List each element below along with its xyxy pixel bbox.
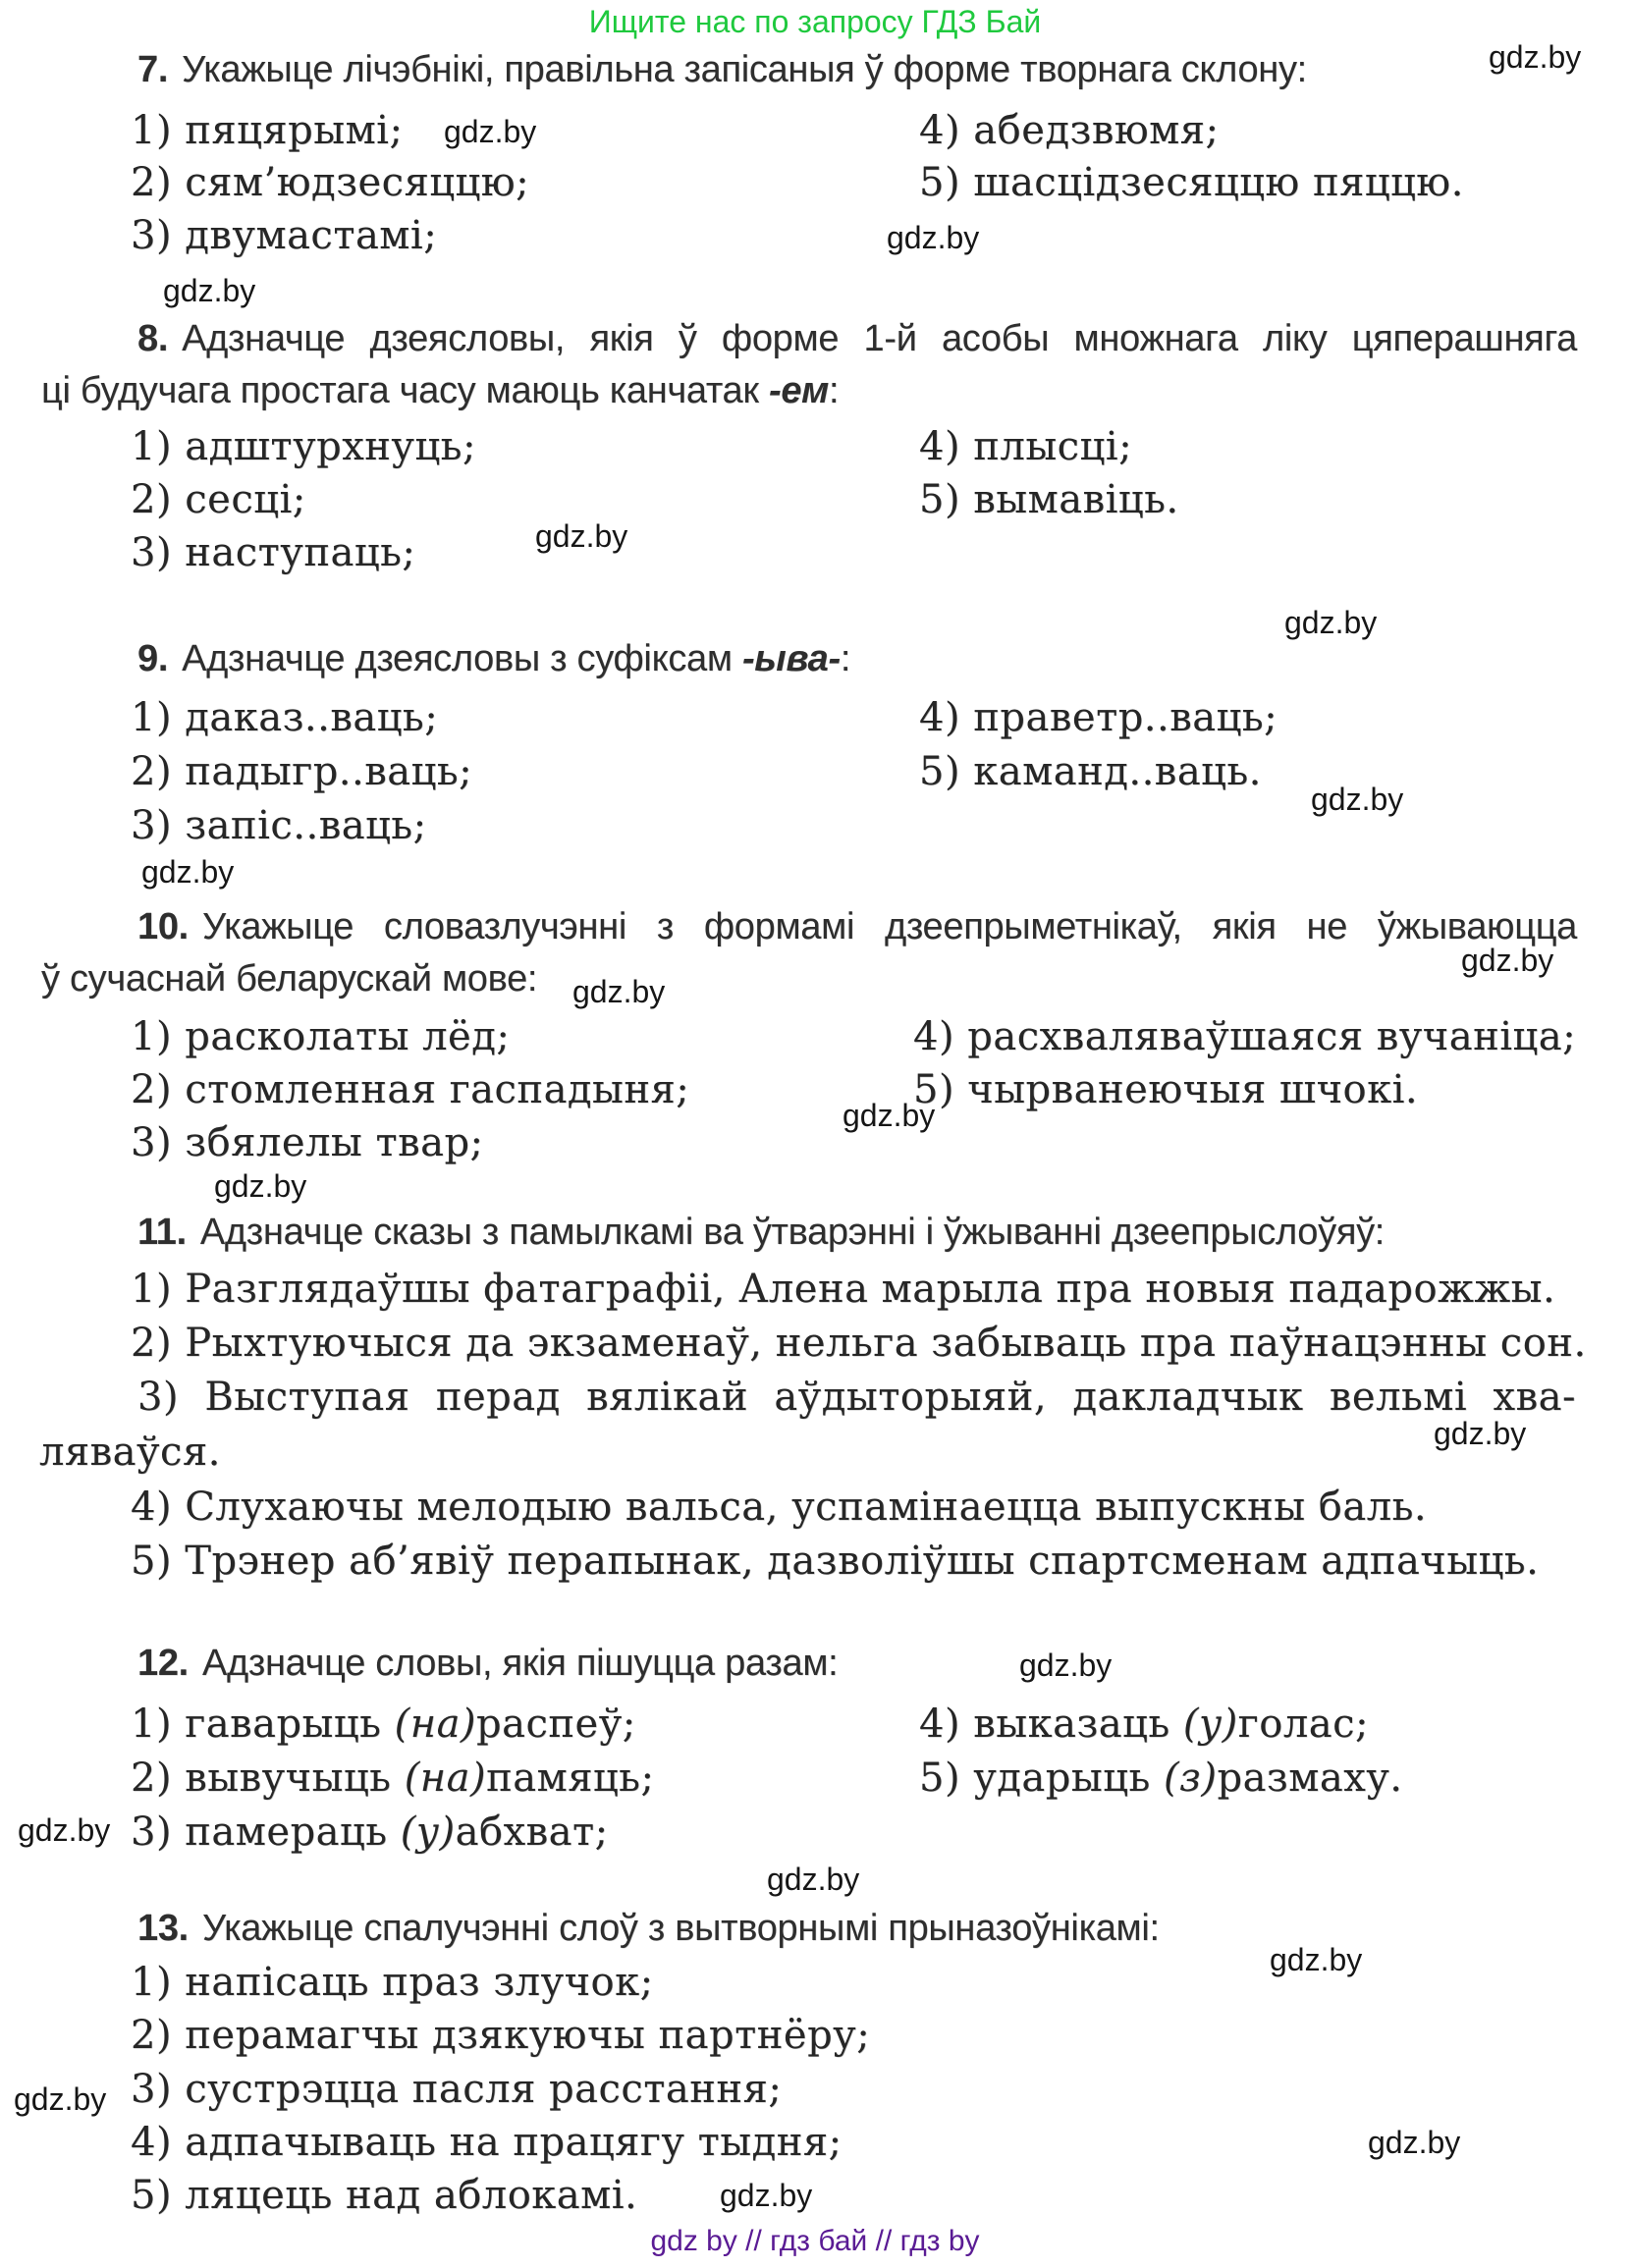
exercise-10-option-2: 2) стомленная гаспадыня;	[131, 1067, 690, 1112]
gdz-watermark: gdz.by	[1284, 605, 1378, 640]
exercise-12-option-5-post: размаху.	[1217, 1755, 1403, 1801]
exercise-12-option-2-pre: 2) вывучыць	[131, 1755, 405, 1801]
exercise-8-option-3: 3) наступаць;	[131, 530, 416, 575]
exercise-8-option-2: 2) сесці;	[131, 477, 306, 522]
gdz-watermark: gdz.by	[141, 854, 235, 890]
exercise-8-heading-text-2: ці будучага простага часу маюць канчатак	[41, 370, 769, 411]
exercise-12-option-4-particle: (у)	[1182, 1701, 1238, 1747]
exercise-10-option-5: 5) чырванеючыя шчокі.	[913, 1067, 1419, 1112]
exercise-11-heading-text: Адзначце сказы з памылкамі ва ўтварэнні і ўжыванні дзеепрыслоўяў:	[199, 1212, 1386, 1253]
exercise-8-option-1: 1) адштурхнуць;	[131, 424, 476, 469]
exercise-10-heading-line-1	[137, 906, 1577, 948]
exercise-12-option-2	[131, 1755, 654, 1801]
exercise-9-option-5: 5) каманд..ваць.	[919, 749, 1262, 794]
gdz-watermark: gdz.by	[214, 1168, 307, 1204]
exercise-13-option-1: 1) напісаць праз злучок;	[131, 1960, 654, 2005]
exercise-9-option-1: 1) даказ..ваць;	[131, 695, 439, 740]
gdz-watermark: gdz.by	[1270, 1942, 1363, 1977]
gdz-watermark: gdz.by	[163, 273, 256, 308]
exercise-10-option-1: 1) расколаты лёд;	[131, 1014, 511, 1059]
gdz-watermark: gdz.by	[535, 518, 628, 554]
gdz-watermark: gdz.by	[767, 1862, 860, 1897]
exercise-12-option-5	[919, 1755, 1403, 1801]
exercise-13-option-3: 3) сустрэцца пасля расстання;	[131, 2067, 783, 2112]
exercise-11-sentence-3-line-1: 3) Выступая перад вялікай аўдыторыяй, дакладчык вельмі хва-	[137, 1375, 1576, 1420]
exercise-8-number: 8.	[137, 318, 169, 359]
exercise-13-option-5: 5) ляцець над аблокамі.	[131, 2173, 638, 2218]
exercise-8-ending-em: -ем	[768, 370, 829, 411]
site-promo-footer: gdz by // гдз бай // гдз by	[650, 2225, 980, 2257]
exercise-8-heading-line-2	[41, 370, 839, 412]
exercise-8-heading-colon: :	[828, 370, 840, 411]
exercise-12-option-3-pre: 3) памераць	[131, 1809, 401, 1855]
exercise-12-option-4-post: голас;	[1237, 1701, 1369, 1747]
exercise-12-option-5-particle: (з)	[1163, 1755, 1218, 1801]
exercise-7-number: 7.	[137, 49, 169, 90]
exercise-12-option-1-particle: (на)	[394, 1701, 477, 1747]
exercise-11-sentence-2: 2) Рыхтуючыся да экзаменаў, нельга забываць пра паўнацэнны сон.	[131, 1321, 1587, 1366]
exercise-11-sentence-1: 1) Разглядаўшы фатаграфіі, Алена марыла пра новыя падарожжы.	[131, 1267, 1556, 1312]
exercise-12-option-3-particle: (у)	[400, 1809, 456, 1855]
exercise-7-option-3: 3) двумастамі;	[131, 213, 438, 258]
exercise-13-number: 13.	[137, 1908, 189, 1949]
exercise-8-heading-line-1	[137, 318, 1577, 360]
exercise-10-heading-line-2: ў сучаснай беларускай мове:	[41, 958, 538, 999]
exercise-12-option-2-post: памяць;	[486, 1755, 655, 1801]
gdz-watermark: gdz.by	[842, 1098, 936, 1133]
exercise-12-option-5-pre: 5) ударыць	[919, 1755, 1164, 1801]
exercise-12-option-3	[131, 1809, 609, 1855]
exercise-7-option-1: 1) пяцярымі;	[131, 108, 404, 153]
exercise-9-option-3: 3) запіс..ваць;	[131, 803, 427, 848]
exercise-9-suffix-yva: -ыва-	[741, 638, 841, 679]
exercise-11-number: 11.	[137, 1212, 187, 1253]
gdz-watermark: gdz.by	[720, 2178, 813, 2213]
exercise-11-sentence-5: 5) Трэнер аб’явіў перапынак, дазволіўшы спартсменам адпачыць.	[131, 1539, 1540, 1584]
exercise-12-option-1-pre: 1) гаварыць	[131, 1701, 395, 1747]
exercise-10-heading-text-1: Укажыце словазлучэнні з формамі дзеепрыметнікаў, якія не ўжываюцца	[201, 906, 1577, 947]
exercise-11-sentence-4: 4) Слухаючы мелодыю вальса, успамінаецца выпускны баль.	[131, 1485, 1428, 1530]
exercise-13-option-4: 4) адпачываць на працягу тыдня;	[131, 2120, 842, 2165]
exercise-9-option-2: 2) падыгр..ваць;	[131, 749, 473, 794]
exercise-11-heading	[137, 1212, 1385, 1254]
gdz-watermark: gdz.by	[444, 114, 537, 149]
gdz-watermark: gdz.by	[1368, 2125, 1461, 2160]
gdz-watermark: gdz.by	[1461, 943, 1554, 978]
exercise-12-option-1-post: распеў;	[476, 1701, 636, 1747]
exercise-8-option-4: 4) плысці;	[919, 424, 1133, 469]
exercise-12-heading	[137, 1643, 838, 1685]
gdz-watermark: gdz.by	[1489, 39, 1582, 75]
exercise-9-option-4: 4) праветр..ваць;	[919, 695, 1278, 740]
exercise-12-number: 12.	[137, 1643, 189, 1684]
exercise-8-option-5: 5) вымавіць.	[919, 477, 1179, 522]
gdz-watermark: gdz.by	[1311, 782, 1404, 817]
exercise-13-heading	[137, 1908, 1160, 1950]
gdz-watermark: gdz.by	[18, 1812, 111, 1848]
exercise-8-heading-text-1: Адзначце дзеясловы, якія ў форме 1-й асобы множнага ліку цяперашняга	[182, 318, 1577, 359]
exercise-7-option-5: 5) шасцідзесяццю пяццю.	[919, 160, 1464, 205]
gdz-watermark: gdz.by	[1434, 1416, 1527, 1451]
exercise-12-option-1	[131, 1701, 636, 1747]
exercise-10-option-3: 3) збялелы твар;	[131, 1120, 484, 1165]
exercise-7-heading	[137, 49, 1307, 91]
exercise-7-option-2: 2) сям’юдзесяццю;	[131, 160, 530, 205]
gdz-watermark: gdz.by	[887, 220, 980, 255]
exercise-7-heading-text: Укажыце лічэбнікі, правільна запісаныя ў форме творнага склону:	[182, 49, 1307, 90]
site-promo-header: Ищите нас по запросу ГДЗ Бай	[588, 4, 1042, 39]
exercise-11-sentence-3-line-2: ляваўся.	[39, 1430, 221, 1475]
exercise-7-option-4: 4) абедзвюмя;	[919, 108, 1220, 153]
exercise-9-heading-colon: :	[840, 638, 851, 679]
exercise-9-heading-text: Адзначце дзеясловы з суфіксам	[182, 638, 742, 679]
exercise-10-number: 10.	[137, 906, 189, 947]
exercise-9-heading	[137, 638, 850, 680]
exercise-9-number: 9.	[137, 638, 169, 679]
exercise-12-option-4	[919, 1701, 1369, 1747]
exercise-12-option-2-particle: (на)	[404, 1755, 487, 1801]
exercise-12-option-4-pre: 4) выказаць	[919, 1701, 1183, 1747]
exercise-13-option-2: 2) перамагчы дзякуючы партнёру;	[131, 2013, 871, 2058]
exercise-12-option-3-post: абхват;	[455, 1809, 609, 1855]
exercise-13-heading-text: Укажыце спалучэнні слоў з вытворнымі прыназоўнікамі:	[201, 1908, 1160, 1949]
exercise-12-heading-text: Адзначце словы, якія пішуцца разам:	[201, 1643, 839, 1684]
gdz-watermark: gdz.by	[572, 974, 666, 1009]
exercise-10-option-4: 4) расхваляваўшаяся вучаніца;	[913, 1014, 1577, 1059]
gdz-watermark: gdz.by	[1019, 1647, 1113, 1683]
gdz-watermark: gdz.by	[14, 2081, 107, 2117]
